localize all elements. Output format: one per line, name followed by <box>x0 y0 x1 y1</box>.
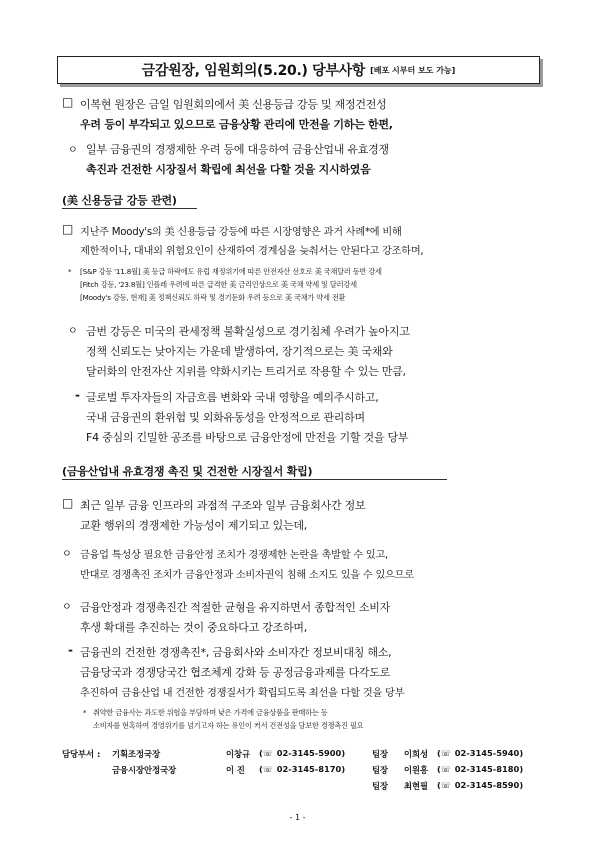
s1-p3-line-1: 글로벌 투자자들의 자금흐름 변화와 국내 영향을 예의주시하고, <box>86 391 379 404</box>
dash-bullet-icon: - <box>68 643 73 657</box>
contact-director-name: 이창규 <box>226 749 251 759</box>
section-heading-2: (금융산업내 유효경쟁 촉진 및 건전한 시장질서 확립) <box>62 465 313 478</box>
s1-p1-line-2: 제한적이나, 대내외 위험요인이 산재하여 경계심을 늦춰서는 안된다고 강조하며, <box>80 246 424 257</box>
contact-dept-1: 기획조정국장 <box>112 749 161 759</box>
s1-p2-line-3: 달러화의 안전자산 지위를 약화시키는 트리거로 작용할 수 있는 만큼, <box>86 365 406 378</box>
page-number: - 1 - <box>289 813 306 822</box>
contact-team-phone: (☏ 02-3145-8180) <box>437 764 524 774</box>
contact-label: 담당부서 : <box>62 749 101 759</box>
square-bullet-icon: □ <box>62 95 74 109</box>
contact-team-title: 팀장 <box>372 765 389 775</box>
contact-director-phone: (☏ 02-3145-5900) <box>259 748 346 758</box>
section-heading-2-underline <box>62 479 447 480</box>
s1-p1-line-1: 지난주 Moody's의 美 신용등급 강등에 따른 시장영향은 과거 사례*에 비해 <box>80 227 402 238</box>
phone-icon: ☏ <box>262 749 273 758</box>
section-heading-1-underline <box>62 208 197 209</box>
contact-team-phone: (☏ 02-3145-8590) <box>437 780 524 790</box>
phone-icon: ☏ <box>440 765 451 774</box>
s1-footnote-line-3: [Moody's 강등, 현재] 美 정책신뢰도 하락 및 경기둔화 우려 등으로 美 국채가 약세 전환 <box>80 293 346 302</box>
s1-p3-line-2: 국내 금융권의 환위험 및 외화유동성을 안정적으로 관리하며 <box>86 411 365 424</box>
intro-line-2: 우려 등이 부각되고 있으므로 금융상황 관리에 만전을 기하는 한편, <box>80 118 393 131</box>
contact-team-name: 이희성 <box>404 749 429 759</box>
s2-footnote-mark: * <box>83 708 87 717</box>
contact-team-name: 최현필 <box>404 781 429 791</box>
phone-icon: ☏ <box>440 749 451 758</box>
s2-p2-line-1: 금융업 특성상 필요한 금융안정 조치가 경쟁제한 논란을 촉발할 수 있고, <box>80 550 389 561</box>
square-bullet-icon: □ <box>62 496 74 510</box>
square-bullet-icon: □ <box>62 222 74 236</box>
contact-director-name: 이 진 <box>226 765 245 775</box>
s2-p1-line-1: 최근 일부 금융 인프라의 과점적 구조와 일부 금융회사간 정보 <box>80 499 366 512</box>
s2-p4-line-1: 금융권의 건전한 경쟁촉진*, 금융회사와 소비자간 정보비대칭 해소, <box>80 646 392 659</box>
s1-p2-line-2: 정책 신뢰도는 낮아지는 가운데 발생하여, 장기적으로는 美 국채와 <box>86 345 393 358</box>
contact-team-phone: (☏ 02-3145-5940) <box>437 748 524 758</box>
circle-bullet-icon: ㅇ <box>68 145 78 156</box>
contact-team-name: 이원흥 <box>404 765 429 775</box>
phone-icon: ☏ <box>262 765 273 774</box>
page-title: 금감원장, 임원회의(5.20.) 당부사항 <box>141 63 366 79</box>
contact-director-phone: (☏ 02-3145-8170) <box>259 764 346 774</box>
s1-footnote-line-1: [S&P 강등 '11.8월] 美 등급 하락에도 유럽 재정위기에 따른 안전자산 선호로 美 국채달러 동반 강세 <box>80 267 382 276</box>
contact-team-title: 팀장 <box>372 749 389 759</box>
section-heading-1: (美 신용등급 강등 관련) <box>62 194 177 207</box>
s2-p3-line-1: 금융안정과 경쟁촉진간 적절한 균형을 유지하면서 종합적인 소비자 <box>80 601 391 614</box>
phone-icon: ☏ <box>440 781 451 790</box>
circle-bullet-icon: ㅇ <box>62 549 72 560</box>
contact-team-title: 팀장 <box>372 781 389 791</box>
s1-p2-line-1: 금번 강등은 미국의 관세정책 불확실성으로 경기침체 우려가 높아지고 <box>86 325 410 338</box>
s2-p2-line-2: 반대로 경쟁촉진 조치가 금융안정과 소비자권익 침해 소지도 있을 수 있으므로 <box>80 570 414 581</box>
embargo-note: [배포 시부터 보도 가능] <box>370 65 456 75</box>
s1-footnote-mark: * <box>68 267 72 276</box>
s1-p3-line-3: F4 중심의 긴밀한 공조를 바탕으로 금융안정에 만전을 기할 것을 당부 <box>86 431 409 444</box>
s2-p4-line-3: 추진하여 금융산업 내 건전한 경쟁질서가 확립되도록 최선을 다할 것을 당부 <box>80 688 405 699</box>
s2-p4-line-2: 금융당국과 경쟁당국간 협조체계 강화 등 공정금융과제를 다각도로 <box>80 666 391 679</box>
s2-p1-line-2: 교환 행위의 경쟁제한 가능성이 제기되고 있는데, <box>80 519 307 532</box>
contact-dept-2: 금융시장안정국장 <box>112 765 177 775</box>
circle-bullet-icon: ㅇ <box>62 602 72 613</box>
s2-footnote-line-1: 취약한 금융사는 과도한 위험을 부담하며 낮은 가격에 금융상품을 판매하는 등 <box>93 708 328 717</box>
title-box <box>57 56 540 84</box>
intro-sub-line-1: 일부 금융권의 경쟁제한 우려 등에 대응하여 금융산업내 유효경쟁 <box>86 143 389 156</box>
dash-bullet-icon: - <box>75 388 80 402</box>
intro-line-1: 이복현 원장은 금일 임원회의에서 美 신용등급 강등 및 재정건전성 <box>80 98 387 111</box>
circle-bullet-icon: ㅇ <box>68 326 78 337</box>
intro-sub-line-2: 촉진과 건전한 시장질서 확립에 최선을 다할 것을 지시하였음 <box>86 163 371 176</box>
s2-footnote-line-2: 소비자를 현혹하여 경영위기를 넘기고자 하는 유인이 커서 건전성을 담보한 경쟁촉진 필요 <box>93 721 364 730</box>
s2-p3-line-2: 후생 확대를 추진하는 것이 중요하다고 강조하며, <box>80 621 307 634</box>
s1-footnote-line-2: [Fitch 강등, '23.8월] 인플레 우려에 따른 급격한 美 금리인상으로 美 국채 약세 및 달러강세 <box>80 280 357 289</box>
